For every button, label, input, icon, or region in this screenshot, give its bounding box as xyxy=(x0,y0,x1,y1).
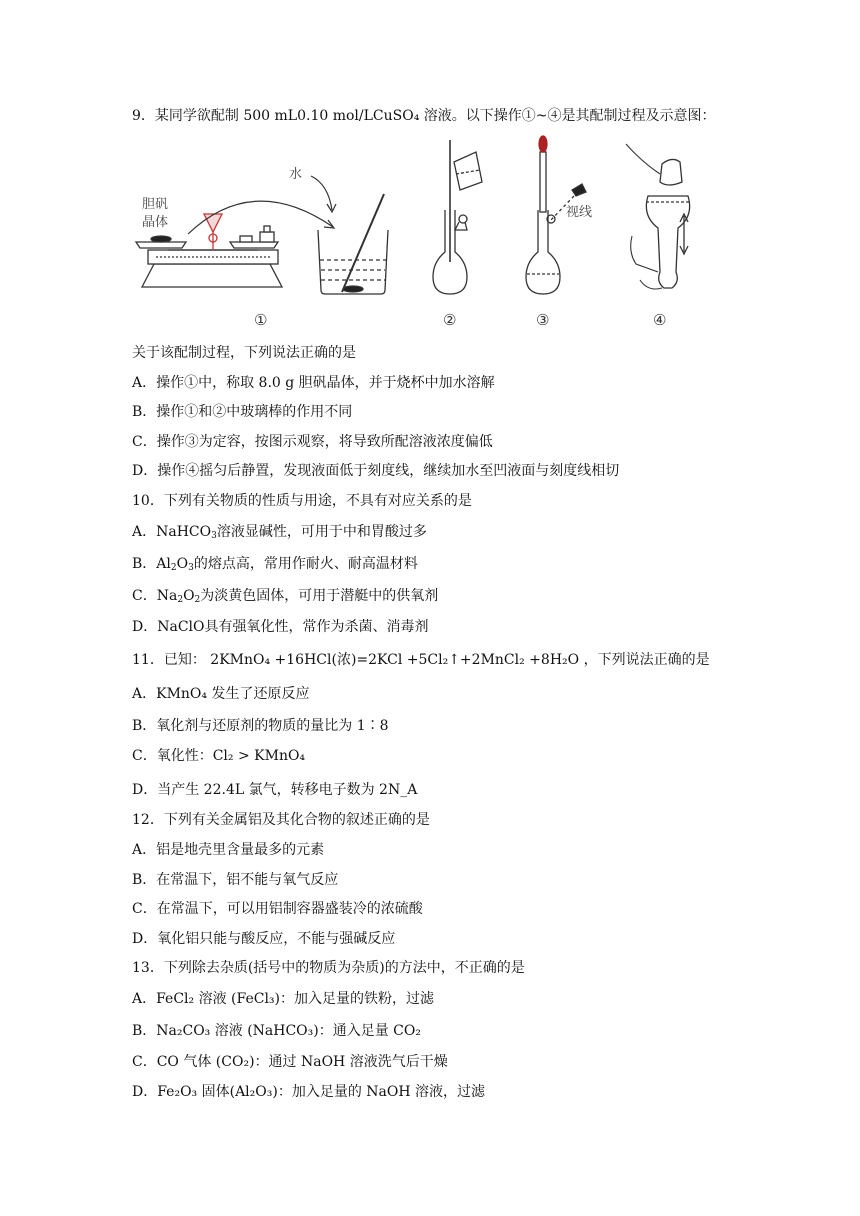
option-prefix: B． xyxy=(132,556,157,572)
q11-option-d[interactable]: D．当产生 22.4L 氯气，转移电子数为 2N_A xyxy=(132,782,418,798)
subscript: 2 xyxy=(177,595,184,605)
step-1-marker: ① xyxy=(254,311,268,329)
option-prefix: D． xyxy=(132,619,158,635)
formula: Na xyxy=(156,588,178,604)
q9-option-b[interactable]: B．操作①和②中玻璃棒的作用不同 xyxy=(132,404,353,420)
q9-intro: 关于该配制过程，下列说法正确的是 xyxy=(132,345,356,361)
q13-option-d[interactable]: D．Fe₂O₃ 固体(Al₂O₃)：加入足量的 NaOH 溶液，过滤 xyxy=(132,1084,486,1100)
q13-option-a[interactable]: A．FeCl₂ 溶液 (FeCl₃)：加入足量的铁粉，过滤 xyxy=(132,991,435,1007)
q13-option-b[interactable]: B．Na₂CO₃ 溶液 (NaHCO₃)：通入足量 CO₂ xyxy=(132,1023,421,1039)
q9-option-d[interactable]: D．操作④摇匀后静置，发现液面低于刻度线，继续加水至凹液面与刻度线相切 xyxy=(132,463,620,479)
q10-option-d[interactable] xyxy=(132,617,429,637)
q11-option-b[interactable]: B．氧化剂与还原剂的物质的量比为 1∶8 xyxy=(132,718,389,734)
q12-stem: 12．下列有关金属铝及其化合物的叙述正确的是 xyxy=(132,812,430,828)
q12-option-a[interactable]: A．铝是地壳里含量最多的元素 xyxy=(132,842,325,858)
formula: NaClO xyxy=(157,619,205,635)
q11-stem-prefix: 11．已知： xyxy=(132,652,206,668)
label-water: 水 xyxy=(289,167,303,182)
step-2-marker: ② xyxy=(443,311,457,329)
subscript: 3 xyxy=(211,531,217,541)
option-prefix: C． xyxy=(132,588,157,604)
step-3-marker: ③ xyxy=(536,311,550,329)
q11-option-c[interactable]: C．氧化性：Cl₂ > KMnO₄ xyxy=(132,748,306,764)
formula-part: O xyxy=(176,556,189,572)
q13-stem: 13．下列除去杂质(括号中的物质为杂质)的方法中，不正确的是 xyxy=(132,960,525,976)
q11-stem xyxy=(132,650,710,670)
subscript: 3 xyxy=(188,563,194,573)
option-text: 具有强氧化性，常作为杀菌、消毒剂 xyxy=(204,619,429,635)
option-text: 的熔点高，常用作耐火、耐高温材料 xyxy=(193,556,418,572)
step-4-marker: ④ xyxy=(653,311,667,329)
flask-shaking-hands-icon xyxy=(626,144,690,289)
q9-stem: 9．某同学欲配制 500 mL0.10 mol/LCuSO₄ 溶液。以下操作①~④是其配制过程及示意图： xyxy=(132,108,716,124)
q10-option-c[interactable] xyxy=(132,586,438,610)
label-crystal-2: 晶体 xyxy=(142,215,169,230)
formula: NaHCO xyxy=(156,524,212,540)
q11-option-a[interactable]: A．KMnO₄ 发生了还原反应 xyxy=(132,686,310,702)
option-text: 溶液显碱性，可用于中和胃酸过多 xyxy=(216,524,427,540)
q13-option-c[interactable]: C．CO 气体 (CO₂)：通过 NaOH 溶液洗气后干燥 xyxy=(132,1054,448,1070)
q9-option-c[interactable]: C．操作③为定容，按图示观察，将导致所配溶液浓度偏低 xyxy=(132,434,493,450)
option-text: 为淡黄色固体，可用于潜艇中的供氧剂 xyxy=(200,588,439,604)
beaker-icon xyxy=(318,194,388,294)
water-arrow xyxy=(311,176,332,210)
formula: Al xyxy=(156,556,171,572)
q12-option-c[interactable]: C．在常温下，可以用铝制容器盛装冷的浓硫酸 xyxy=(132,901,423,917)
formula-part: O xyxy=(183,588,195,604)
apparatus-diagram xyxy=(128,132,728,332)
q9-option-a[interactable]: A．操作①中，称取 8.0 g 胆矾晶体，并于烧杯中加水溶解 xyxy=(132,375,495,391)
volumetric-flask-pouring-icon xyxy=(433,140,482,294)
label-sight-line: 视线 xyxy=(566,205,593,220)
q12-option-d[interactable]: D．氧化铝只能与酸反应，不能与强碱反应 xyxy=(132,931,396,947)
q9-apparatus-figure xyxy=(128,132,728,332)
q10-stem: 10．下列有关物质的性质与用途，不具有对应关系的是 xyxy=(132,493,472,509)
option-prefix: A． xyxy=(132,524,157,540)
q10-option-a[interactable] xyxy=(132,522,427,546)
subscript: 2 xyxy=(170,563,177,573)
q11-stem-suffix: ，下列说法正确的是 xyxy=(583,652,710,668)
subscript: 2 xyxy=(194,595,201,605)
q11-equation: 2KMnO₄ +16HCl(浓)=2KCl +5Cl₂↑+2MnCl₂ +8H₂O xyxy=(210,652,580,668)
q10-option-b[interactable] xyxy=(132,554,418,578)
q12-option-b[interactable]: B．在常温下，铝不能与氧气反应 xyxy=(132,872,339,888)
label-crystal-1: 胆矾 xyxy=(142,197,169,212)
